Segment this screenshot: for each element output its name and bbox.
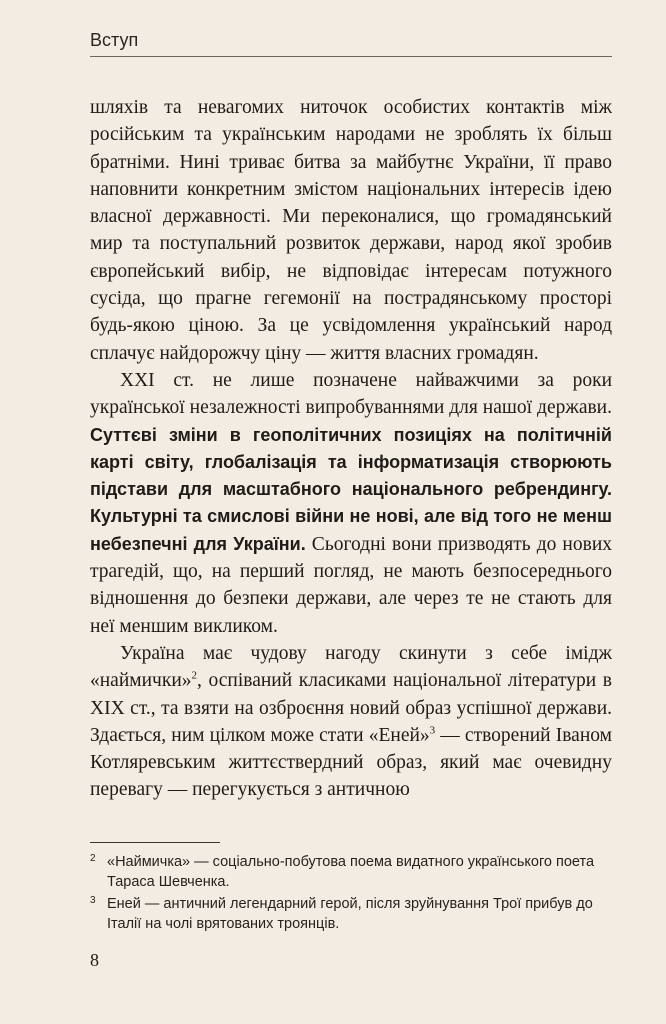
page-number: 8	[90, 950, 99, 970]
paragraph-2-end: Сьогодні вони призводять до нових трагедій, що, на перший погляд, не мають безпосереднього відношення до безпеки держави, але через те не стають для неї меншим викликом.	[90, 533, 613, 637]
footnote-ref-2: 2	[191, 669, 198, 682]
footnote-ref-3: 3	[429, 724, 436, 737]
footnotes	[90, 852, 612, 936]
paragraph-2	[90, 367, 612, 640]
footnote-divider	[90, 842, 220, 843]
main-text	[90, 94, 612, 804]
section-title: Вступ	[90, 30, 139, 50]
paragraph-2-start: ХХІ ст. не лише позначене найважчими за роки української незалежності випробуваннями для нашої держави.	[90, 369, 612, 419]
footnote-text: Еней — античний легендарний герой, після зруйнування Трої прибув до Італії на чолі врятованих троянців.	[107, 896, 593, 932]
paragraph-2-bold: Суттєві зміни в геополітичних позиціях на політичній карті світу, глобалізація та інформатизація створюють підстави для масштабного національного ребрендингу. Культурні та смислові війни не нові, але від того не менш небезпечні для України.	[90, 424, 612, 554]
footnote	[90, 852, 612, 892]
paragraph-3-a: Україна має чудову нагоду скинути з себе імідж «наймички»	[90, 642, 612, 692]
paragraph-3-c: — створений Іваном Котляревським життєствердний образ, який має очевидну перевагу — перегукується з античною	[90, 724, 612, 801]
paragraph-1: шляхів та невагомих ниточок особистих контактів між російським та українським народами не зроблять їх більш братніми. Нині триває битва за майбутнє України, її право наповнити конкретним змістом національних інтересів ідею власної державності. Ми переконалися, що громадянський мир та поступальний розвиток держави, народ якої зробив європейський вибір, не відповідає інтересам потужного сусіда, що прагне гегемонії на пострадянському просторі будь-якою ціною. За це усвідомлення український народ сплачує найдорожчу ціну — життя власних громадян.	[90, 97, 612, 364]
paragraph-3	[90, 640, 612, 804]
footnote-number: 2	[90, 853, 96, 864]
paragraph-3-b: , оспіваний класиками національної літератури в ХІХ ст., та взяти на озброєння новий образ успішної держави. Здається, ним цілком може стати «Еней»	[90, 670, 612, 746]
footnote	[90, 894, 612, 934]
footnote-number: 3	[90, 895, 96, 906]
footnote-text: «Наймичка» — соціально-побутова поема видатного українського поета Тараса Шевченка.	[107, 854, 595, 890]
running-header	[90, 30, 612, 57]
